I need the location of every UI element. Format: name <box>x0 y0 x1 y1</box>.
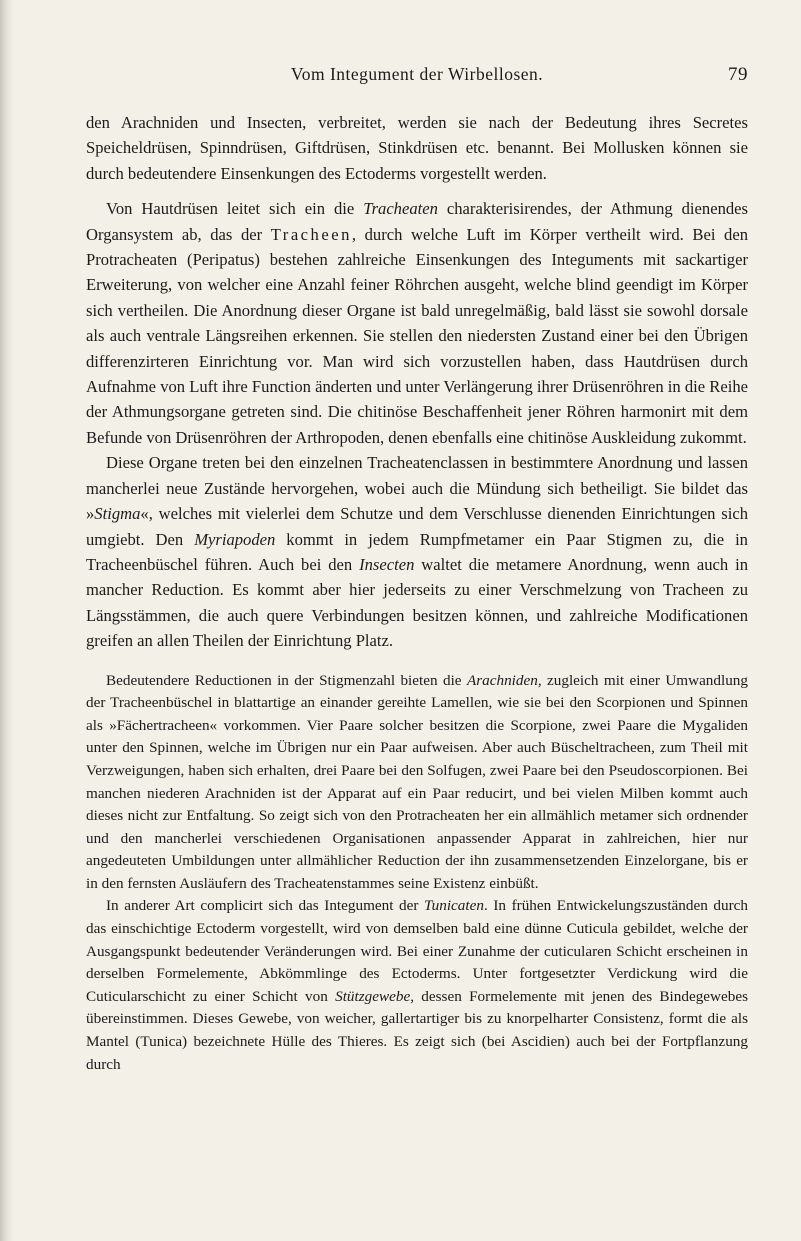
small-print-section <box>86 670 748 1077</box>
page-gutter-shadow <box>0 0 14 1241</box>
text-run: , zugleich mit einer Umwandlung der Tracheenbüschel in blattartige an einander gereihte Lamellen, wie sie bei den Scorpionen und Spinnen als »Fächertracheen« vorkommen. Vier Paare solcher besitzen die Scorpione, zwei Paare die Mygaliden unter den Spinnen, welche im Übrigen nur ein Paar aufweisen. Aber auch Büscheltracheen, zum Theil mit Verzweigungen, haben sich erhalten, drei Paare bei den Solfugen, zwei Paare bei den Pseudoscorpionen. Bei manchen niederen Arachniden ist der Apparat auf ein Paar reducirt, und bei vielen Milben kommt auch dieses nicht zur Entfaltung. So zeigt sich von den Protracheaten her ein allmählich metamer sich ordnender und den mancherlei verschiedenen Organisationen anpassender Apparat in zahlreichen, hier nur angedeuteten Umbildungen unter allmählicher Reduction der ihn zusammensetzenden Einzelorgane, bis er in den fernsten Ausläufern des Tracheatenstammes seine Existenz einbüßt. <box>86 671 748 892</box>
italic-term: Tunicaten <box>424 897 484 915</box>
paragraph <box>86 450 748 653</box>
paragraph <box>86 196 748 450</box>
text-run: , durch welche Luft im Körper vertheilt wird. Bei den Protracheaten (Peripatus) bestehen zahlreiche Einsenkungen des Integuments mit sackartiger Erweiterung, von welcher eine Anzahl feiner Röhrchen ausgeht, welche blind geendigt im Körper sich vertheilen. Die Anordnung dieser Organe ist bald unregelmäßig, bald lässt sie sowohl dorsale als auch ventrale Längsreihen erkennen. Sie stellen den niedersten Zustand einer bei den Übrigen differenzirteren Einrichtung vor. Man wird sich vorzustellen haben, dass Hautdrüsen durch Aufnahme von Luft ihre Function änderten und unter Verlängerung ihrer Drüsenröhren in die Reihe der Athmungsorgane getreten sind. Die chitinöse Beschaffenheit jener Röhren harmonirt mit dem Befunde von Drüsenröhren der Arthropoden, denen ebenfalls eine chitinöse Auskleidung zukommt. <box>86 224 748 447</box>
main-text-section <box>86 110 748 654</box>
text-run: , dessen Formelemente mit jenen des Bindegewebes übereinstimmen. Dieses Gewebe, von weicher, gallertartiger bis zu knorpelharter Consistenz, formt die als Mantel (Tunica) bezeichnete Hülle des Thieres. Es zeigt sich (bei Ascidien) auch bei der Fortpflanzung durch <box>86 987 748 1073</box>
page-header <box>86 64 748 88</box>
italic-term: Stigma <box>94 504 141 524</box>
text-run: Diese Organe treten bei den einzelnen Tracheatenclassen in bestimmtere Anordnung und lassen mancherlei neue Zustände hervorgehen, wobei auch die Mündung sich betheiligt. Sie bildet das » <box>86 453 748 524</box>
italic-term: Stützgewebe <box>335 987 411 1005</box>
paragraph <box>86 895 748 1076</box>
text-run: charakterisirendes, der Athmung dienendes Organsystem ab, das der <box>86 199 748 244</box>
paragraph <box>86 670 748 896</box>
italic-term: Myriapoden <box>194 529 276 549</box>
text-run: waltet die metamere Anordnung, wenn auch in mancher Reduction. Es kommt aber hier jederseits zu einer Verschmelzung von Tracheen zu Längsstämmen, die auch quere Verbindungen besitzen können, und zahlreiche Modificationen greifen an allen Theilen der Einrichtung Platz. <box>86 554 748 651</box>
text-run: den Arachniden und Insecten, verbreitet, werden sie nach der Bedeutung ihres Secretes Speicheldrüsen, Spinndrüsen, Giftdrüsen, Stinkdrüsen etc. benannt. Bei Mollusken können sie durch bedeutendere Einsenkungen des Ectoderms vorgestellt werden. <box>86 113 748 183</box>
spaced-term: Tracheen <box>270 224 352 244</box>
text-run: . In frühen Entwickelungszuständen durch das einschichtige Ectoderm vorgestellt, wird von demselben bald eine dünne Cuticula gebildet, welche der Ausgangspunkt bedeutender Veränderungen wird. Bei einer Zunahme der cuticularen Schicht erscheinen in derselben Formelemente, Abkömmlinge des Ectoderms. Unter fortgesetzter Verdickung wird die Cuticularschicht zu einer Schicht von <box>86 897 748 1005</box>
italic-term: Arachniden <box>466 671 538 689</box>
text-run: «, welches mit vielerlei dem Schutze und dem Verschlusse dienenden Einrichtungen sich umgiebt. Den <box>86 504 748 549</box>
text-run: In anderer Art complicirt sich das Integument der <box>106 897 425 915</box>
text-run: kommt in jedem Rumpfmetamer ein Paar Stigmen zu, die in Tracheenbüschel führen. Auch bei den <box>86 529 748 574</box>
paragraph <box>86 110 748 186</box>
text-run: Von Hautdrüsen leitet sich ein die <box>106 199 364 219</box>
text-run: Bedeutendere Reductionen in der Stigmenzahl bieten die <box>106 671 467 689</box>
italic-term: Tracheaten <box>363 199 438 219</box>
running-title: Vom Integument der Wirbellosen. <box>290 64 544 84</box>
page-number: 79 <box>728 64 748 85</box>
book-page <box>86 64 748 1076</box>
italic-term: Insecten <box>359 554 415 574</box>
